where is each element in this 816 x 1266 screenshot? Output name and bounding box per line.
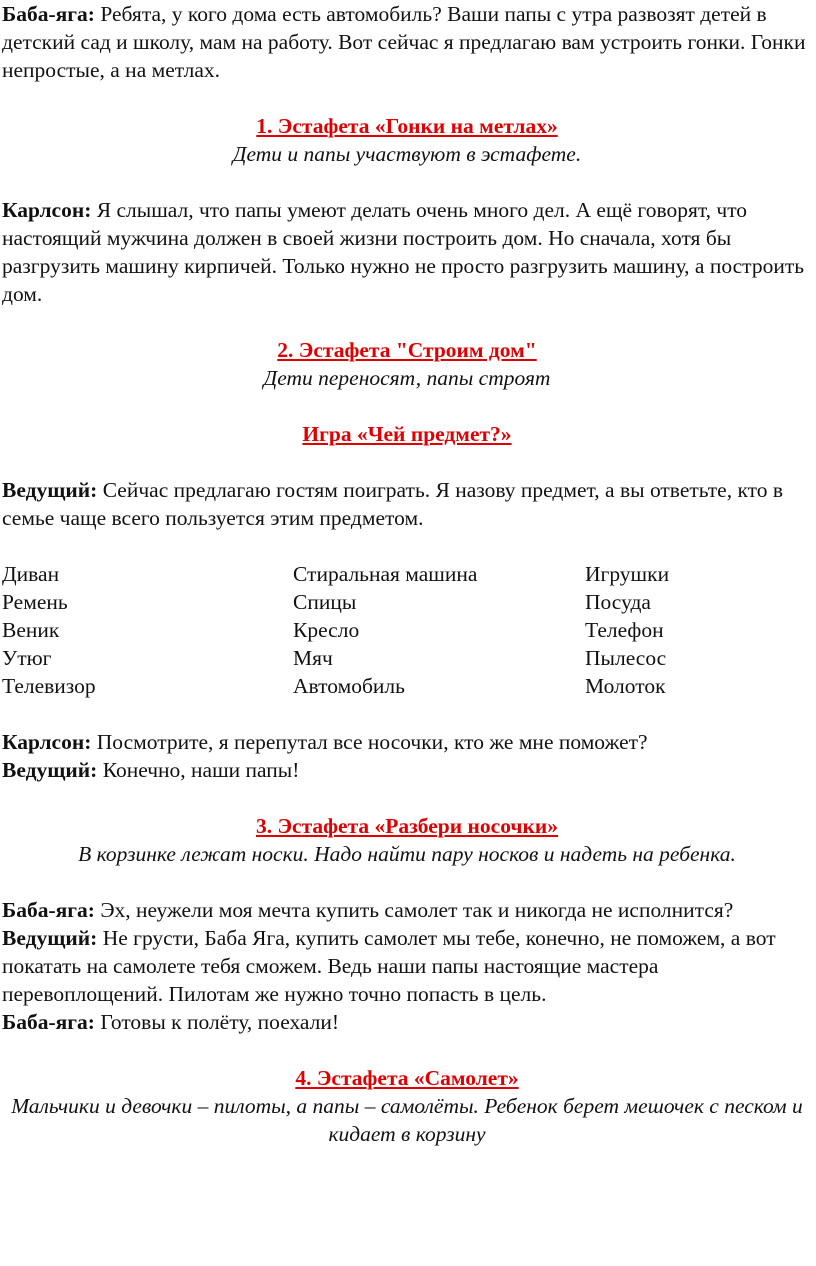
paragraph-text: Конечно, наши папы! [97, 758, 300, 782]
table-cell: Диван [2, 562, 60, 586]
relay-4-title: 4. Эстафета «Самолет» [295, 1066, 519, 1090]
relay-3-title: 3. Эстафета «Разбери носочки» [255, 814, 559, 838]
table-cell: Кресло [293, 618, 360, 642]
paragraph-baba-yaga-intro [2, 0, 812, 84]
table-cell: Стиральная машина [293, 562, 478, 586]
paragraph-text: Не грусти, Баба Яга, купить самолет мы тебе, конечно, не поможем, а вот покатать на самолете тебя сможем. Ведь наши папы настоящие мастера перевоплощений. Пилотам же нужно точно попасть в цель. [2, 926, 776, 1006]
relay-1-title: 1. Эстафета «Гонки на метлах» [256, 114, 558, 138]
speaker-label: Баба-яга: [2, 1010, 95, 1034]
paragraph-host-plane [2, 924, 812, 1008]
table-cell: Спицы [293, 590, 357, 614]
game-title: Игра «Чей предмет?» [302, 422, 512, 446]
paragraph-text: Ребята, у кого дома есть автомобиль? Ваши папы с утра развозят детей в детский сад и школу, мам на работу. Вот сейчас я предлагаю вам устроить гонки. Гонки непростые, а на метлах. [2, 2, 806, 82]
paragraph-text: Эх, неужели моя мечта купить самолет так и никогда не исполнится? [94, 898, 734, 922]
paragraph-karlson-socks [2, 728, 812, 756]
table-cell: Мяч [293, 646, 333, 670]
paragraph-text: Я слышал, что папы умеют делать очень много дел. А ещё говорят, что настоящий мужчина должен в своей жизни построить дом. Но сначала, хотя бы разгрузить машину кирпичей. Только нужно не просто разгрузить машину, а построить дом. [2, 198, 805, 306]
table-cell: Утюг [2, 646, 52, 670]
table-cell: Телефон [585, 618, 664, 642]
table-cell: Веник [2, 618, 60, 642]
relay-2-note: Дети переносят, папы строят [263, 366, 551, 390]
speaker-label: Баба-яга: [2, 898, 95, 922]
table-cell: Молоток [585, 674, 666, 698]
table-row [2, 588, 812, 616]
table-cell: Пылесос [585, 646, 667, 670]
table-cell: Игрушки [585, 562, 670, 586]
items-table [2, 560, 812, 700]
table-row [2, 672, 812, 700]
paragraph-karlson-house [2, 196, 812, 308]
table-cell: Посуда [585, 590, 651, 614]
speaker-label: Карлсон: [2, 730, 92, 754]
relay-1-note: Дети и папы участвуют в эстафете. [232, 142, 582, 166]
relay-4-note: Мальчики и девочки – пилоты, а папы – самолёты. Ребенок берет мешочек с песком и кидает в корзину [11, 1094, 803, 1146]
relay-3-note: В корзинке лежат носки. Надо найти пару носков и надеть на ребенка. [78, 842, 736, 866]
speaker-label: Баба-яга: [2, 2, 95, 26]
paragraph-host-game [2, 476, 812, 532]
table-row [2, 560, 812, 588]
table-cell: Ремень [2, 590, 68, 614]
paragraph-text: Сейчас предлагаю гостям поиграть. Я назову предмет, а вы ответьте, кто в семье чаще всего пользуется этим предметом. [2, 478, 783, 530]
relay-2-title: 2. Эстафета "Строим дом" [277, 338, 537, 362]
paragraph-host-dads [2, 756, 812, 784]
table-row [2, 644, 812, 672]
speaker-label: Ведущий: [2, 926, 98, 950]
table-cell: Телевизор [2, 674, 96, 698]
speaker-label: Карлсон: [2, 198, 92, 222]
paragraph-baba-yaga-ready [2, 1008, 812, 1036]
table-cell: Автомобиль [293, 674, 405, 698]
speaker-label: Ведущий: [2, 758, 98, 782]
paragraph-baba-yaga-plane [2, 896, 812, 924]
speaker-label: Ведущий: [2, 478, 98, 502]
paragraph-text: Посмотрите, я перепутал все носочки, кто же мне поможет? [91, 730, 648, 754]
paragraph-text: Готовы к полёту, поехали! [94, 1010, 340, 1034]
table-row [2, 616, 812, 644]
